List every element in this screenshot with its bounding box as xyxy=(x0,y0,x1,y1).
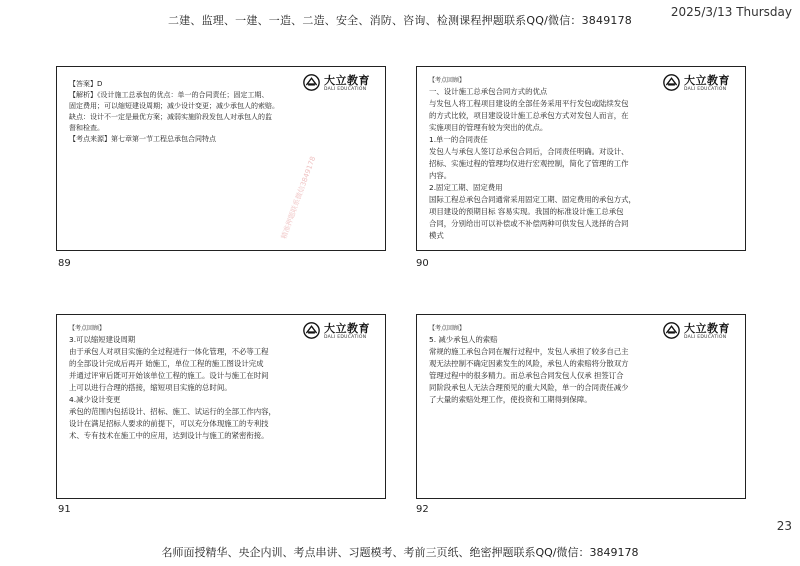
text-line: 【答案】D xyxy=(69,80,103,88)
slide-89 xyxy=(56,66,386,251)
text-line: 合同，分别给出可以补偿或不补偿两种可供发包人选择的合同 xyxy=(429,219,629,228)
text-line: 一、设计施工总承包合同方式的优点 xyxy=(429,87,548,96)
text-line: 内容。 xyxy=(429,171,452,180)
text-line: 缺点：设计不一定是最优方案；减弱实施阶段发包人对承包人的监 xyxy=(69,113,272,121)
text-line: 实施项目的管理有较为突出的优点。 xyxy=(429,123,548,132)
watermark: 精准押题联系微信3849178 xyxy=(279,155,318,241)
section-tag: 【考点回顾】 xyxy=(69,325,106,332)
slide-number: 90 xyxy=(416,258,429,269)
section-tag: 【考点回顾】 xyxy=(429,325,466,332)
logo-text: 大立教育 xyxy=(684,74,730,87)
logo-text: 大立教育 xyxy=(684,322,730,335)
slide-90-content xyxy=(429,75,735,242)
slide-92 xyxy=(416,314,746,499)
text-line: 的方式比较，项目建设设计施工总承包方式对发包人而言，在 xyxy=(429,111,629,120)
text-line: 的全部设计完成后再开 始施工，单位工程的施工图设计完成 xyxy=(69,359,264,368)
text-line: 招标、实施过程的管理均仅进行宏观控制，简化了管理的工作 xyxy=(429,159,629,168)
text-line: 管理过程中的很多精力。而总承包合同发包人仅承 担签订合 xyxy=(429,371,624,380)
slide-90 xyxy=(416,66,746,251)
slide-number: 89 xyxy=(58,258,71,269)
text-line: 1.单一的合同责任 xyxy=(429,135,488,144)
text-line: 发包人与承包人签订总承包合同后，合同责任明确。对设计、 xyxy=(429,147,629,156)
slide-89-content xyxy=(69,79,375,145)
slide-91-content xyxy=(69,323,375,442)
logo-text: 大立教育 xyxy=(324,322,370,335)
text-line: 国际工程总承包合同通常采用固定工期、固定费用的承包方式， xyxy=(429,195,636,204)
page-number: 23 xyxy=(776,519,792,533)
page-date: 2025/3/13 Thursday xyxy=(670,5,792,19)
text-line: 5. 减少承包人的索赔 xyxy=(429,335,498,344)
text-line: 项目建设的预期目标 容易实现。我国的标准设计施工总承包 xyxy=(429,207,624,216)
slide-number: 91 xyxy=(58,504,71,515)
slide-91 xyxy=(56,314,386,499)
text-line: 常规的施工承包合同在履行过程中，发包人承担了较多自己主 xyxy=(429,347,629,356)
logo-subtext: DALI EDUCATION xyxy=(684,87,727,92)
text-line: 由于承包人对项目实施的全过程进行一体化管理，不必等工程 xyxy=(69,347,269,356)
text-line: 与发包人将工程项目建设的全部任务采用平行发包或陆续发包 xyxy=(429,99,629,108)
section-tag: 【考点回顾】 xyxy=(429,77,466,84)
text-line: 观无法控制不确定因素发生的风险，承包人的索赔将分散双方 xyxy=(429,359,629,368)
text-line: 上可以进行合理的搭接，缩短项目实施的总时间。 xyxy=(69,383,232,392)
text-line: 【解析】《设计施工总承包的优点：单一的合同责任；固定工期、 xyxy=(69,91,269,99)
text-line: 4.减少设计变更 xyxy=(69,395,121,404)
logo-subtext: DALI EDUCATION xyxy=(684,335,727,340)
text-line: 模式 xyxy=(429,231,444,240)
page-header-courses: 二建、监理、一建、一造、二造、安全、消防、咨询、检测课程押题联系QQ/微信：3849178 xyxy=(167,14,632,27)
text-line: 承包的范围内包括设计、招标、施工、试运行的全部工作内容， xyxy=(69,407,276,416)
logo-subtext: DALI EDUCATION xyxy=(324,87,367,92)
text-line: 设计在满足招标人要求的前提下，可以充分体现施工的专利技 xyxy=(69,419,269,428)
logo-text: 大立教育 xyxy=(324,74,370,87)
text-line: 了大量的索赔处理工作，使投资和工期得到保障。 xyxy=(429,395,592,404)
text-line: 固定费用；可以缩短建设周期；减少设计变更；减少承包人的索赔。 xyxy=(69,102,279,110)
slide-number: 92 xyxy=(416,504,429,515)
text-line: 2.固定工期、固定费用 xyxy=(429,183,503,192)
text-line: 3.可以缩短建设周期 xyxy=(69,335,136,344)
text-line: 术、专有技术在施工中的应用，达到设计与施工的紧密衔接。 xyxy=(69,431,269,440)
text-line: 并通过评审后既可开始该单位工程的施工。设计与施工在时间 xyxy=(69,371,269,380)
logo-subtext: DALI EDUCATION xyxy=(324,335,367,340)
text-line: 同阶段承包人无法合理预见的重大风险，单一的合同责任减少 xyxy=(429,383,629,392)
page-footer-promo: 名师面授精华、央企内训、考点串讲、习题模考、考前三页纸、绝密押题联系QQ/微信：3849178 xyxy=(161,546,639,559)
text-line: 督和检查。 xyxy=(69,124,104,132)
text-line: 【考点来源】第七章第一节工程总承包合同特点 xyxy=(69,135,216,143)
slide-92-content xyxy=(429,323,735,406)
